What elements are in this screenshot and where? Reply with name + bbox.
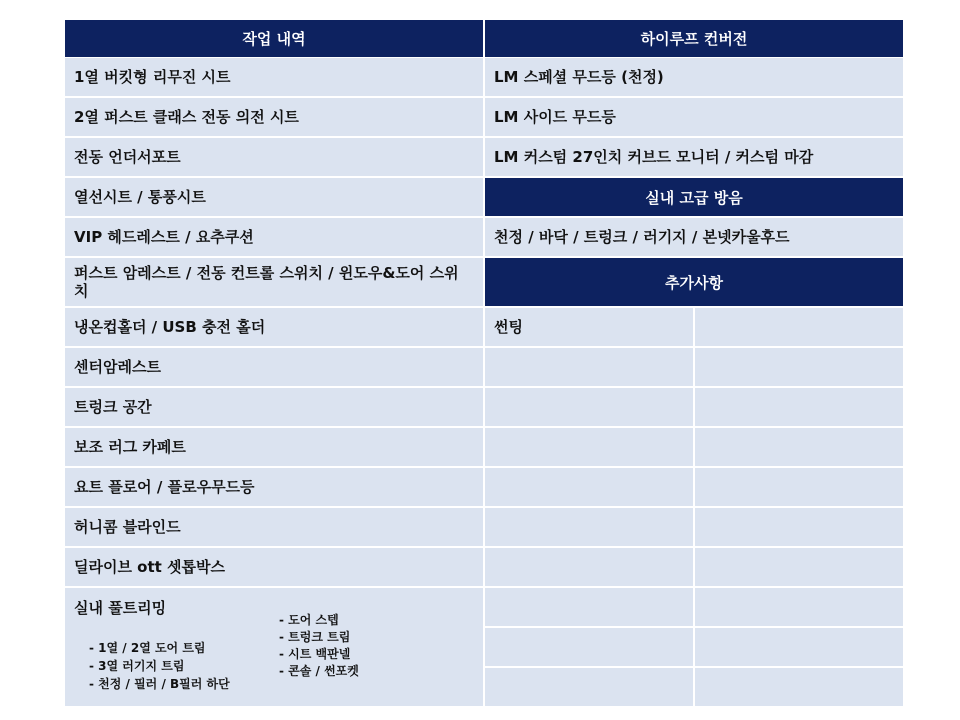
conversion-header: 하이루프 컨버전 [485, 20, 903, 57]
empty-cell [695, 468, 903, 506]
extra-item: 썬팅 [485, 308, 693, 346]
list-item: 센터암레스트 [65, 348, 483, 386]
list-item: 요트 플로어 / 플로우무드등 [65, 468, 483, 506]
empty-cell [695, 348, 903, 386]
list-item: 2열 퍼스트 클래스 전동 의전 시트 [65, 98, 483, 136]
empty-cell [485, 588, 693, 626]
list-item: 전동 언더서포트 [65, 138, 483, 176]
list-item: 보조 러그 카페트 [65, 428, 483, 466]
list-item: 열선시트 / 통풍시트 [65, 178, 483, 216]
list-item: 트렁크 공간 [65, 388, 483, 426]
empty-cell [695, 668, 903, 706]
soundproof-item: 천정 / 바닥 / 트렁크 / 러기지 / 본넷카울후드 [485, 218, 903, 256]
list-item: 냉온컵홀더 / USB 충전 홀더 [65, 308, 483, 346]
empty-cell [695, 548, 903, 586]
list-item: 딜라이브 ott 셋톱박스 [65, 548, 483, 586]
trim-sub-right-3: - 시트 백판넬 [279, 647, 351, 661]
empty-cell [695, 628, 903, 666]
extra-header: 추가사항 [485, 258, 903, 306]
trim-title: 실내 풀트리밍 [74, 599, 167, 617]
empty-cell [485, 348, 693, 386]
list-item: 허니콤 블라인드 [65, 508, 483, 546]
soundproof-header: 실내 고급 방음 [485, 178, 903, 216]
empty-cell [485, 628, 693, 666]
trim-sub-right-1: - 도어 스텝 [279, 613, 339, 627]
empty-cell [485, 388, 693, 426]
list-item: 퍼스트 암레스트 / 전동 컨트롤 스위치 / 윈도우&도어 스위치 [65, 258, 483, 306]
conversion-item: LM 스페셜 무드등 (천정) [485, 58, 903, 96]
list-item: VIP 헤드레스트 / 요추쿠션 [65, 218, 483, 256]
list-item: 1열 버킷형 리무진 시트 [65, 58, 483, 96]
empty-cell [695, 588, 903, 626]
empty-cell [485, 668, 693, 706]
left-header: 작업 내역 [65, 20, 483, 57]
trim-sub-right-4: - 콘솔 / 썬포켓 [279, 664, 359, 678]
trim-sub-left-3: - 천정 / 필러 / B필러 하단 [89, 677, 230, 691]
conversion-item: LM 커스텀 27인치 커브드 모니터 / 커스텀 마감 [485, 138, 903, 176]
empty-cell [695, 428, 903, 466]
empty-cell [695, 388, 903, 426]
empty-cell [485, 468, 693, 506]
empty-cell [485, 548, 693, 586]
empty-cell [485, 508, 693, 546]
conversion-item: LM 사이드 무드등 [485, 98, 903, 136]
trim-sub-right-2: - 트렁크 트림 [279, 630, 351, 644]
trim-sub-left-2: - 3열 러기지 트림 [89, 659, 185, 673]
trim-sub-left-1: - 1열 / 2열 도어 트림 [89, 641, 206, 655]
extra-empty-cell [695, 308, 903, 346]
empty-cell [485, 428, 693, 466]
empty-cell [695, 508, 903, 546]
